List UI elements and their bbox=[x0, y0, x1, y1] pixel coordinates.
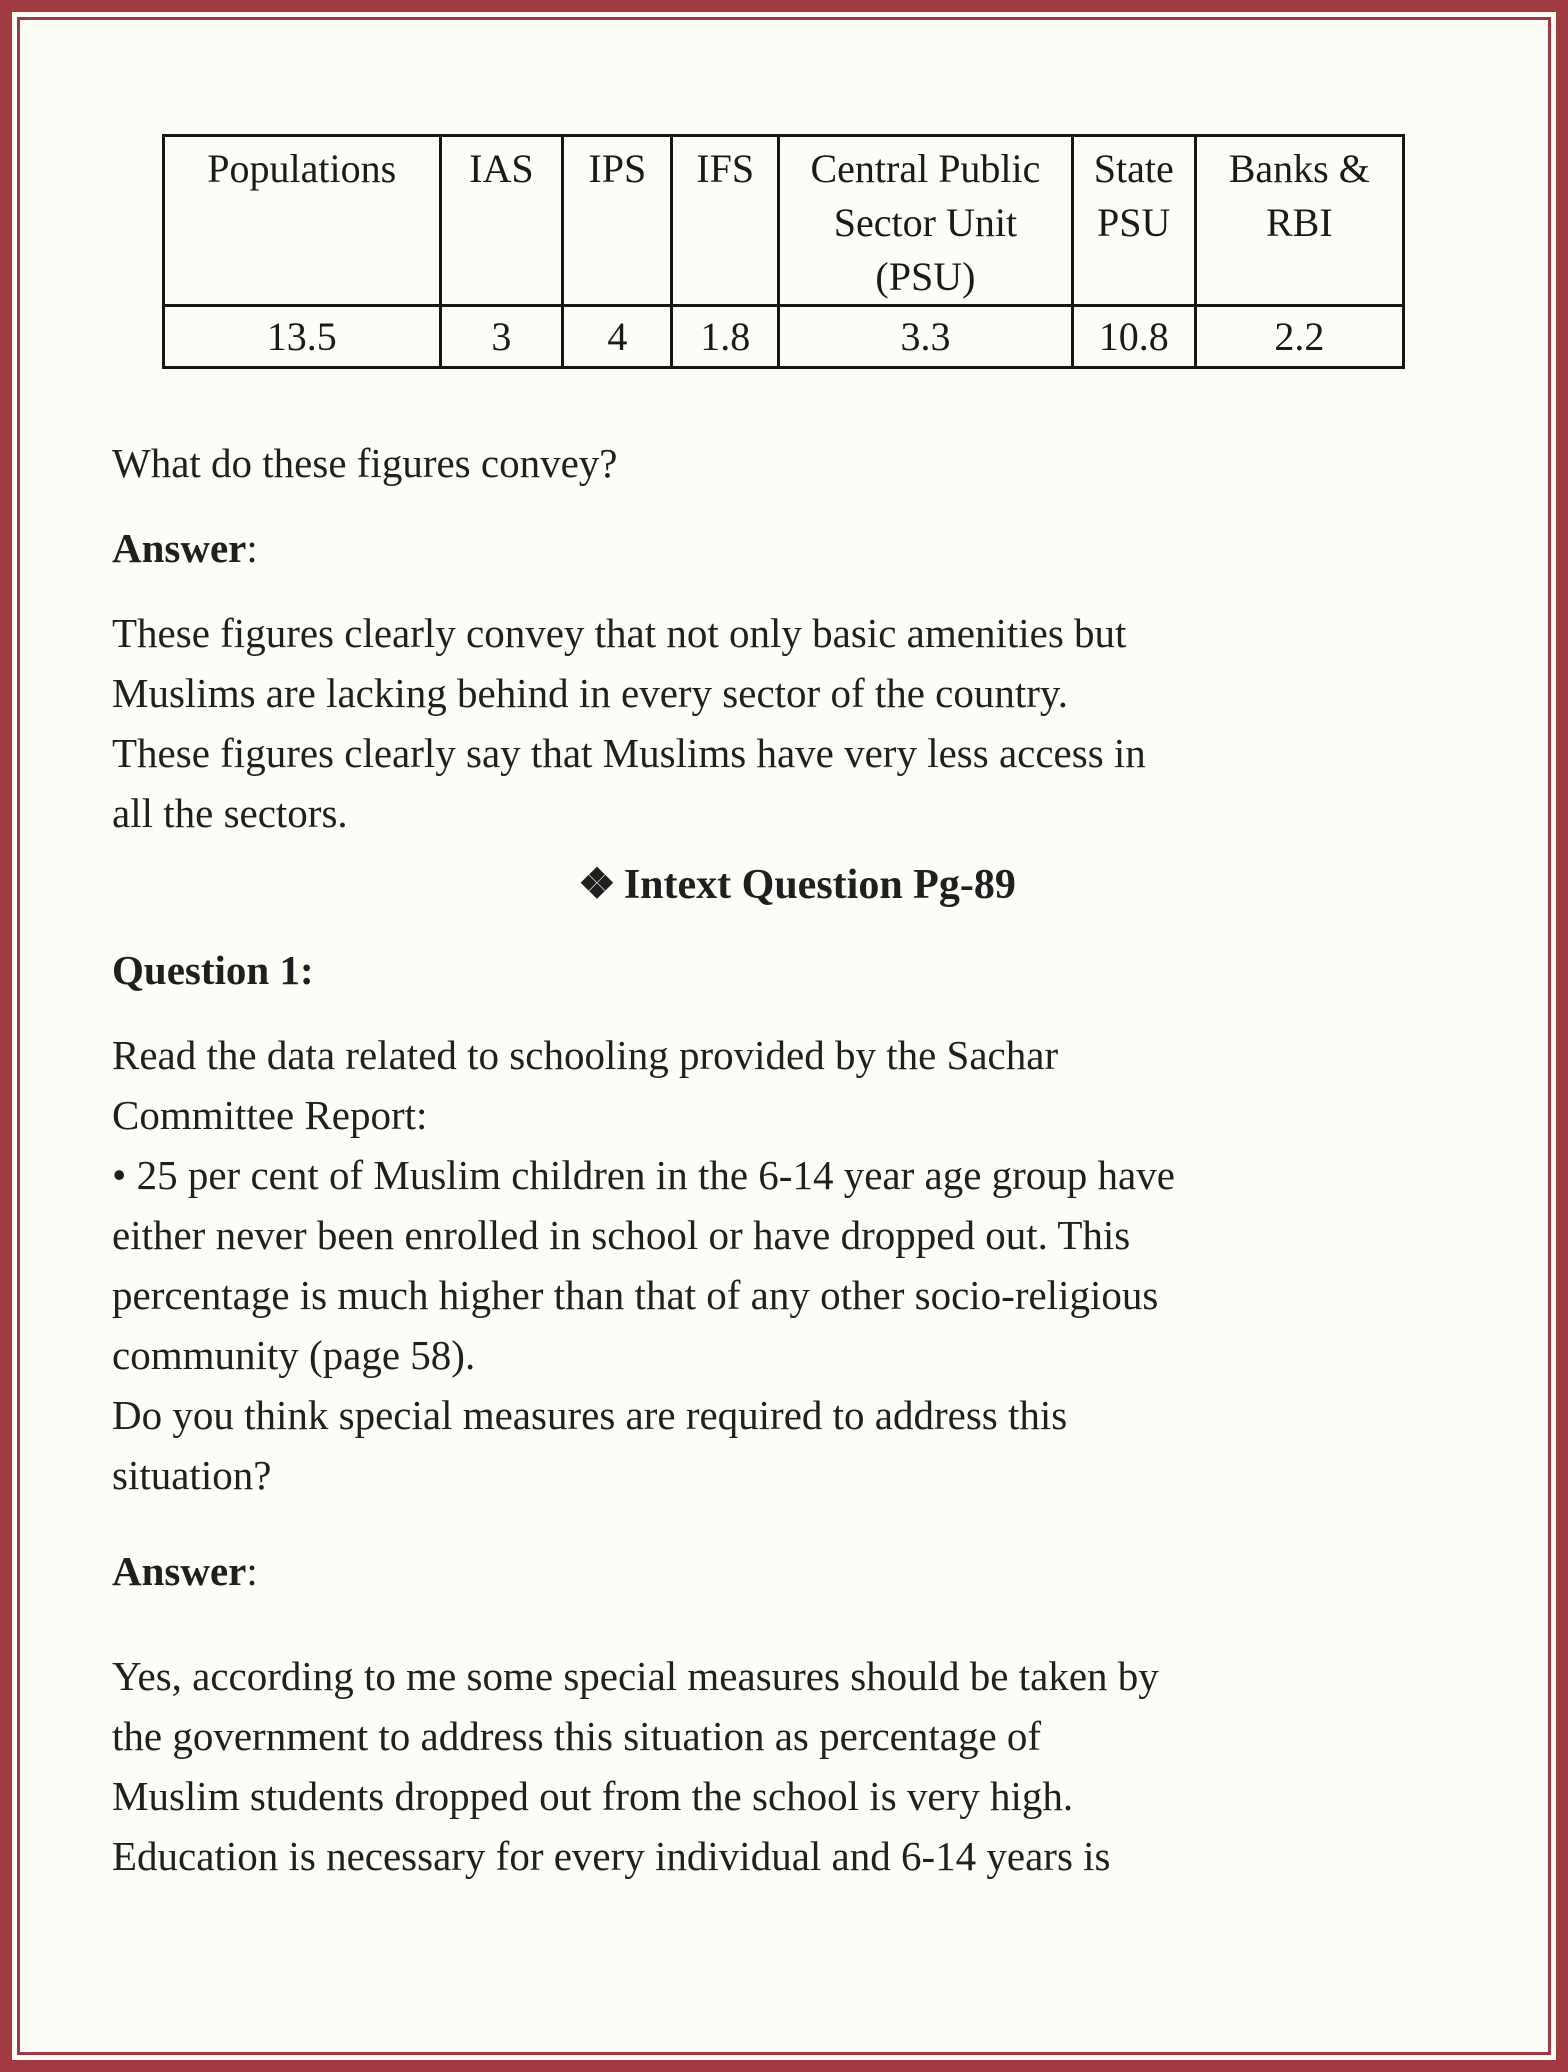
answer-label-1 bbox=[112, 518, 1482, 578]
answer-label-2 bbox=[112, 1541, 1482, 1601]
value-cell-central-psu: 3.3 bbox=[779, 306, 1073, 368]
answer-label-2-colon: : bbox=[246, 1548, 258, 1594]
question-intro-text: What do these figures convey? bbox=[112, 440, 618, 486]
header-cell-state-psu: State PSU bbox=[1072, 136, 1195, 306]
header-cell-ips: IPS bbox=[563, 136, 672, 306]
intext-question-heading bbox=[112, 855, 1482, 915]
question-1-label: Question 1: bbox=[112, 947, 314, 993]
value-cell-ias: 3 bbox=[440, 306, 563, 368]
value-cell-state-psu: 10.8 bbox=[1072, 306, 1195, 368]
answer-label-1-colon: : bbox=[246, 525, 258, 571]
header-cell-populations: Populations bbox=[164, 136, 441, 306]
intext-question-heading-label: Intext Question Pg-89 bbox=[623, 862, 1016, 908]
answer-2-text: Yes, according to me some special measures should be taken by the government to address this situation as percentage of Muslim students dropped out from the school is very high. Education is necessary for every individual and 6-14 years is bbox=[112, 1653, 1159, 1879]
populations-stats-table bbox=[162, 134, 1405, 369]
header-cell-banks-rbi: Banks & RBI bbox=[1195, 136, 1403, 306]
table-header-row bbox=[164, 136, 1404, 306]
value-cell-ips: 4 bbox=[563, 306, 672, 368]
answer-label-2-text: Answer bbox=[112, 1548, 247, 1594]
question-1-text: Read the data related to schooling provided by the Sachar Committee Report: • 25 per cent of Muslim children in the 6-14 year age group have either never been enrolled in school or have dropped out. This percentage is much higher than that of any other socio-religious community (page 58). Do you think special measures are required to address this situation? bbox=[112, 1032, 1175, 1498]
value-cell-populations: 13.5 bbox=[164, 306, 441, 368]
answer-label-1-text: Answer bbox=[112, 525, 247, 571]
header-cell-ifs: IFS bbox=[672, 136, 779, 306]
header-cell-central-psu: Central Public Sector Unit (PSU) bbox=[779, 136, 1073, 306]
page-content bbox=[20, 20, 1548, 2052]
answer-1-text: These figures clearly convey that not only basic amenities but Muslims are lacking behind in every sector of the country. These figures clearly say that Muslims have very less access in all the sectors. bbox=[112, 610, 1146, 836]
value-cell-ifs: 1.8 bbox=[672, 306, 779, 368]
header-cell-ias: IAS bbox=[440, 136, 563, 306]
table-data-row bbox=[164, 306, 1404, 368]
value-cell-banks-rbi: 2.2 bbox=[1195, 306, 1403, 368]
diamond-icon: ❖ bbox=[578, 862, 616, 908]
